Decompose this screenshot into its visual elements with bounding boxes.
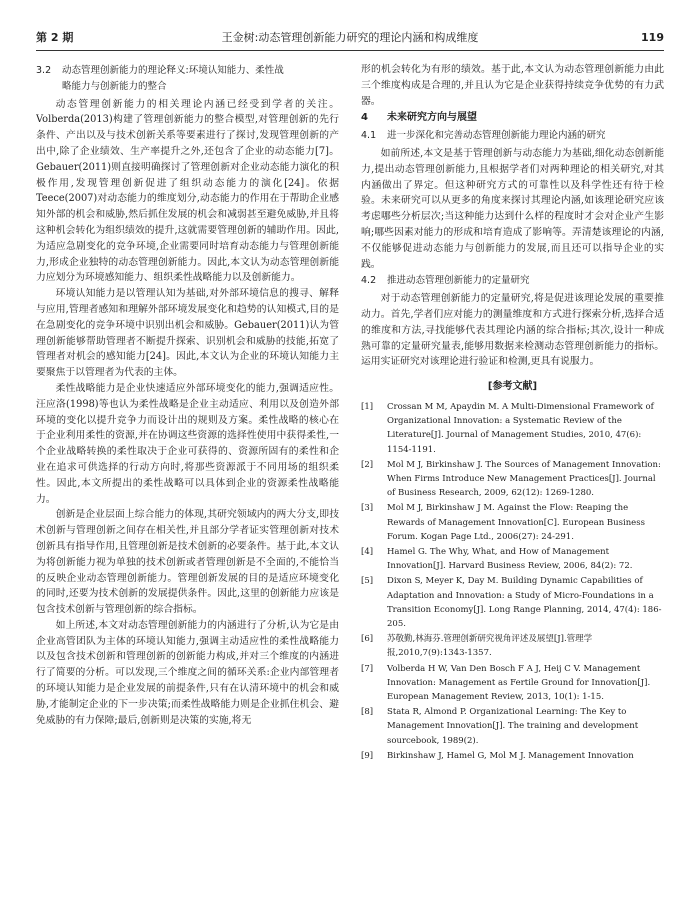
reference-text: Dixon S, Meyer K, Day M. Building Dynamic Capabilities of Adaptation and Innovation: a Study of Micro-Foundations in a Transition Economy[J]. Long Range Planning, 2014, 47(4): 186-205. [387, 576, 662, 629]
section-title: 动态管理创新能力的理论释义:环境认知能力、柔性战 [62, 65, 284, 76]
left-column [36, 62, 339, 888]
paragraph-continued: 形的机会转化为有形的绩效。基于此,本文认为动态管理创新能力由此三个维度构成是合理的,并且认为它是企业获得持续竞争优势的有力武器。 [361, 64, 664, 107]
reference-number: [2] [361, 459, 374, 470]
reference-number: [4] [361, 546, 374, 557]
page-header [36, 28, 664, 51]
page-number: 119 [641, 31, 664, 44]
reference-text: Stata R, Almond P. Organizational Learning: The Key to Management Innovation[J]. The training and development sourcebook, 1989(2). [387, 707, 639, 746]
reference-number: [1] [361, 401, 374, 412]
section-number: 4.2 [361, 275, 377, 287]
references-heading: [参考文献] [487, 381, 538, 393]
reference-text: Birkinshaw J, Hamel G, Mol M J. Management Innovation [387, 750, 634, 761]
issue-number: 第 2 期 [36, 31, 74, 44]
section-number: 3.2 [36, 65, 52, 76]
section-title-continued: 略能力与创新能力的整合 [62, 80, 167, 92]
reference-number: [8] [361, 707, 374, 718]
reference-item [361, 458, 664, 501]
section-4-2-heading [361, 273, 664, 289]
reference-item [361, 545, 664, 573]
reference-text: Mol M J, Birkinshaw J M. Against the Flow: Reaping the Rewards of Management Innovation[C]. European Business Forum. Kogan Page Ltd., 2006(27): 24-291. [387, 503, 645, 542]
section-3-2-heading [36, 63, 339, 95]
reference-item [361, 400, 664, 457]
paragraph: 如前所述,本文是基于管理创新与动态能力为基础,细化动态创新能力,提出动态管理创新能力,且根据学者们对两种理论的相关研究,对其内涵做出了界定。但这种研究方式的可靠性以及科学性还有待于检验。未来研究可以从更多的角度来探讨其理论内涵,如该理论研究应该考虑哪些分析层次;当这种能力达到什么样的程度时才会对企业产生影响;哪些因素对能力的形成和培育造成了影响等。弄清楚该理论的内涵,不仅能够促进动态能力与创新能力的发展,而且还可以指导企业的实践。 [361, 147, 664, 270]
reference-text: 苏敬勤,林海芬.管理创新研究视角评述及展望[J].管理学报,2010,7(9):1343-1357. [387, 634, 593, 659]
reference-item [361, 705, 664, 748]
reference-text: Mol M J, Birkinshaw J. The Sources of Management Innovation: When Firms Introduce New Management Practices[J]. Journal of Business Research, 2009, 62(12): 1269-1280. [387, 459, 661, 499]
reference-number: [6] [361, 634, 374, 645]
paragraph: 如上所述,本文对动态管理创新能力的内涵进行了分析,认为它是由企业高管团队为主体的环境认知能力,强调主动适应性的柔性战略能力以及包含技术创新和管理创新的创新能力构成,并对三个维度的内涵进行了简要的分析。可以发现,三个维度之间的循环关系:企业内部管理者的环境认知能力是企业发展的前提条件,只有在认清环境中的机会和威胁,才能制定企业的下一步决策;而柔性战略能力则是企业抓住机会、避免威胁的有力保障;最后,创新则是决策的实施,将无 [36, 619, 339, 726]
reference-item [361, 749, 664, 763]
section-4-1-heading [361, 128, 664, 144]
reference-item [361, 501, 664, 544]
reference-number: [7] [361, 663, 374, 674]
reference-item [361, 632, 664, 660]
section-4-heading [361, 110, 664, 126]
running-title: 王金树:动态管理创新能力研究的理论内涵和构成维度 [221, 31, 479, 44]
section-number: 4 [361, 112, 368, 124]
right-column [361, 62, 664, 888]
reference-list [361, 400, 664, 763]
paragraph: 柔性战略能力是企业快速适应外部环境变化的能力,强调适应性。汪应洛(1998)等也认为柔性战略是企业主动适应、利用以及创造外部环境的变化以提升竞争力而设计出的规则及方案。柔性战略的核心在于企业利用柔性的资源,并在协调这些资源的选择性使用中获得柔性,一个企业战略转换的柔性取决于企业可获得的、资源所固有的柔性和企业在追求可供选择的行动方向时,将那些资源派于不同用场的组织柔性。因此,本文所提出的柔性战略可以具体到企业的资源柔性战略能力。 [36, 382, 339, 505]
reference-number: [9] [361, 750, 374, 761]
paragraph: 创新是企业层面上综合能力的体现,其研究领域内的两大分支,即技术创新与管理创新之间存在相关性,并且部分学者证实管理创新对技术创新具有指导作用,且管理创新是技术创新的必要条件。基于此,本文认为将创新能力视为单独的技术创新或者管理创新是不全面的,不能恰当的反映企业动态管理创新能力。管理创新发展的目的是适应环境变化的同时,还要为技术创新的发展提供条件。因此,这里的创新能力应该是包含技术创新与管理创新的综合指标。 [36, 509, 339, 616]
paragraph: 环境认知能力是以管理认知为基础,对外部环境信息的搜寻、解释与应用,管理者感知和理解外部环境发展变化和趋势的认知模式,目的是在急剧变化的竞争环境中识别出机会和威胁。Gebauer(2011)认为管理创新能够帮助管理者不断提升探索、识别机会和威胁的技能,拓宽了管理者对机会的感知能力[24]。因此,本文认为企业的环境认知能力主要聚焦于以管理者为代表的主体。 [36, 288, 339, 379]
paragraph: 对于动态管理创新能力的定量研究,将是促进该理论发展的重要推动力。首先,学者们应对能力的测量维度和方式进行探索分析,选择合适的维度和方法,寻找能够代表其理论内涵的综合指标;其次,设计一种成熟可靠的定量研究量表,能够用数据来检测动态管理创新能力的指标。运用实证研究对该理论进行验证和检测,更具有说服力。 [361, 293, 664, 368]
section-title: 进一步深化和完善动态管理创新能力理论内涵的研究 [387, 130, 606, 142]
reference-text: Volberda H W, Van Den Bosch F A J, Heij C V. Management Innovation: Management as Fertile Ground for Innovation[J]. European Management Review, 2013, 10(1): 1-15. [387, 663, 651, 702]
section-title: 未来研究方向与展望 [387, 112, 477, 124]
section-number: 4.1 [361, 130, 377, 142]
reference-number: [5] [361, 576, 374, 587]
reference-item [361, 574, 664, 631]
reference-number: [3] [361, 503, 374, 514]
paragraph: 动态管理创新能力的相关理论内涵已经受到学者的关注。Volberda(2013)构建了管理创新能力的整合模型,对管理创新的先行条件、产出以及与技术创新关系等要素进行了探讨,发现管理创新的产出中,除了企业绩效、生产率提升之外,还包含了企业的动态能力[7]。Gebauer(2011)则直接明确探讨了管理创新对企业动态能力演化的积极作用,发现管理创新促进了组织动态能力的演化[24]。依据Teece(2007)对动态能力的维度划分,动态能力的作用在于帮助企业感知外部的机会和威胁,然后抓住发展的机会和减弱甚至避免威胁,并且将这种机会转化为组织绩效的提升,这就需要管理创新的辅助作用。因此,为适应急剧变化的竞争环境,企业需要同时培育动态能力与管理创新能力,形成企业独特的动态管理创新能力。因此,本文认为动态管理创新能力应划分为环境感知能力、组织柔性战略能力以及创新能力。 [36, 98, 339, 284]
reference-item [361, 662, 664, 705]
reference-text: Hamel G. The Why, What, and How of Management Innovation[J]. Harvard Business Review, 2006, 84(2): 72. [387, 546, 633, 572]
section-title: 推进动态管理创新能力的定量研究 [387, 275, 530, 287]
reference-text: Crossan M M, Apaydin M. A Multi-Dimensional Framework of Organizational Innovation: a Systematic Review of the Literature[J]. Journal of Management Studies, 2010, 47(6): 1154-1191. [387, 401, 654, 455]
